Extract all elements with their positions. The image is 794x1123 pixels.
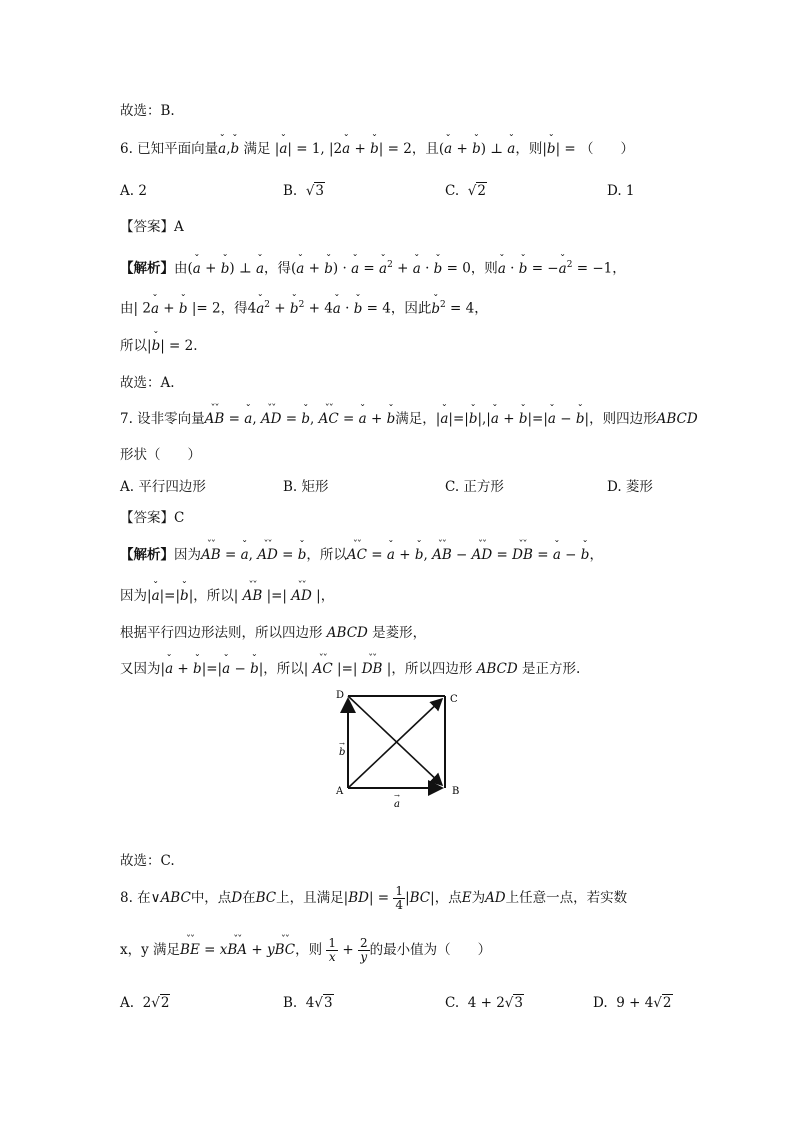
q5-conclusion: 故选：B. xyxy=(120,103,175,119)
label-vec-a-arrow: → xyxy=(394,792,400,800)
q6-conclusion: 故选：A. xyxy=(120,375,175,391)
q8-stem-line2: x，y 满足ˇˇ BE = xˇˇ BA + yˇˇ BC，则 $\frac{1}{x}$ + $\frac{2}{y}$ 的最小值为（ ） xyxy=(120,936,491,964)
q7-solution-line4: 又因为|ˇ a + ˇ b|=|ˇ a − ˇ b|，所以| ˇˇ AC |=| ˇˇ DB |，所以四边形 ABCD 是正方形. xyxy=(120,660,580,678)
q6-answer: 【答案】A xyxy=(120,219,184,235)
q7-solution-line1: 【解析】因为ˇˇ AB = ˇ a, ˇˇ AD = ˇ b，所以ˇˇ AC = ˇ a + ˇ b, ˇˇ AB − ˇˇ AD = ˇˇ DB = ˇ a − ˇ b， xyxy=(120,546,603,564)
label-a: A xyxy=(336,786,344,797)
q6-option-d: D. 1 xyxy=(607,183,635,199)
q6-stem: 6. 已知平面向量ˇ a,ˇ b 满足 |ˇ a| = 1, |2ˇ a + ˇ b| = 2，且(ˇ a + ˇ b) ⊥ ˇ a，则|ˇ b| = （ ） xyxy=(120,140,634,158)
q8-option-a: A. 2√2 xyxy=(120,995,170,1011)
q6-option-b: B. √3 xyxy=(283,183,325,199)
label-b: B xyxy=(452,786,460,797)
q7-option-d: D. 菱形 xyxy=(607,479,653,495)
q8-stem: 8. 在∨ABC中，点D在BC上，且满足|BD| = $\frac{1}{4}$ |BC|，点E为AD上任意一点，若实数 xyxy=(120,884,628,912)
label-vec-b-arrow: → xyxy=(339,740,345,748)
label-d: D xyxy=(336,690,345,701)
q6-solution-line1: 【解析】由(ˇ a + ˇ b) ⊥ ˇ a，得(ˇ a + ˇ b) · ˇ a = ˇ $a^2$ + ˇ a · ˇ b = 0，则ˇ a · ˇ b = −ˇ $a^2 = -1$， xyxy=(120,256,626,278)
q7-conclusion: 故选：C. xyxy=(120,853,175,869)
q6-solution-line3: 所以|ˇ b| = 2. xyxy=(120,337,198,355)
q7-option-c: C. 正方形 xyxy=(445,479,504,495)
q7-solution-line3: 根据平行四边形法则，所以四边形 ABCD 是菱形， xyxy=(120,625,427,641)
q7-stem: 7. 设非零向量ˇˇ AB = ˇ a, ˇˇ AD = ˇ b, ˇˇ AC = ˇ a + ˇ b满足，|ˇ a|=|ˇ b|,|ˇ a + ˇ b|=|ˇ a − ˇ b|，则四边形ABCD xyxy=(120,410,698,428)
q7-stem-line2: 形状（ ） xyxy=(120,447,201,463)
q8-option-c: C. 4 + 2√3 xyxy=(445,995,523,1011)
label-vec-a: a xyxy=(394,799,400,810)
q7-answer: 【答案】C xyxy=(120,510,185,526)
q6-solution-line2: 由| 2ˇ a + ˇ b |= 2，得4ˇ $a^2$ + ˇ $b^2$ + 4ˇ a · ˇ b = 4，因此ˇ $b^2 = 4$， xyxy=(120,296,488,318)
q7-option-a: A. 平行四边形 xyxy=(120,479,206,495)
label-vec-b: b xyxy=(339,747,346,758)
q7-square-figure xyxy=(330,686,470,810)
q6-option-c: C. √2 xyxy=(445,183,486,199)
q7-option-b: B. 矩形 xyxy=(283,479,329,495)
q7-solution-line2: 因为|ˇ a|=|ˇ b|，所以| ˇˇ AB |=| ˇˇ AD |， xyxy=(120,587,334,605)
q8-option-d: D. 9 + 4√2 xyxy=(593,995,672,1011)
diagonal-ac xyxy=(348,699,442,788)
q6-option-a: A. 2 xyxy=(120,183,147,199)
label-c: C xyxy=(450,694,458,705)
diagonal-db xyxy=(348,696,442,785)
q8-option-b: B. 4√3 xyxy=(283,995,333,1011)
